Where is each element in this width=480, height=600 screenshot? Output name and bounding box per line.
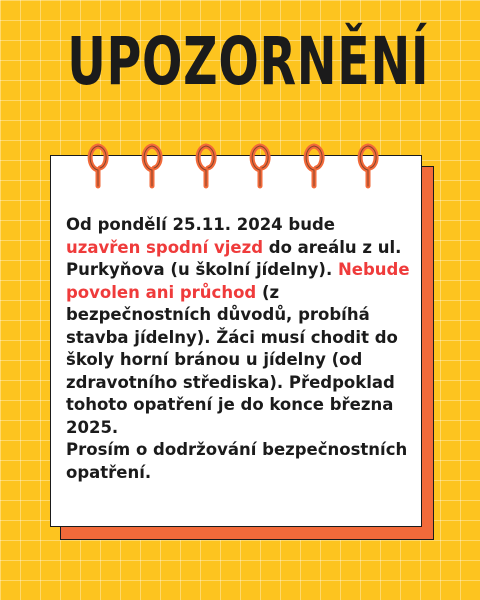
page-title: UPOZORNĚNÍ <box>67 23 430 100</box>
binder-ring-icon <box>192 140 220 190</box>
notice-text-part: Od pondělí 25.11. 2024 bude <box>66 215 335 234</box>
binder-ring-icon <box>354 140 382 190</box>
highlight-closed-entrance: uzavřen spodní vjezd <box>66 237 264 257</box>
notice-text-part: (z bezpečnostních důvodů, probíhá stavba jídelny). Žáci musí chodit do školy horní bránou u jídelny (od zdravotního střediska). Předpoklad tohoto opatření je do konce března 2025. <box>66 282 398 437</box>
notice-closing-request: Prosím o dodržování bezpečnostních opatření. <box>66 440 408 482</box>
binder-ring-icon <box>84 140 112 190</box>
binder-ring-icon <box>246 140 274 190</box>
notice-text-part: do areálu z ul. Purkyňova (u školní jídelny). <box>66 237 402 279</box>
highlight-no-passage: Nebude povolen ani průchod <box>66 260 410 302</box>
binder-rings <box>50 130 422 190</box>
notice-text <box>66 214 411 484</box>
binder-ring-icon <box>138 140 166 190</box>
binder-ring-icon <box>300 140 328 190</box>
